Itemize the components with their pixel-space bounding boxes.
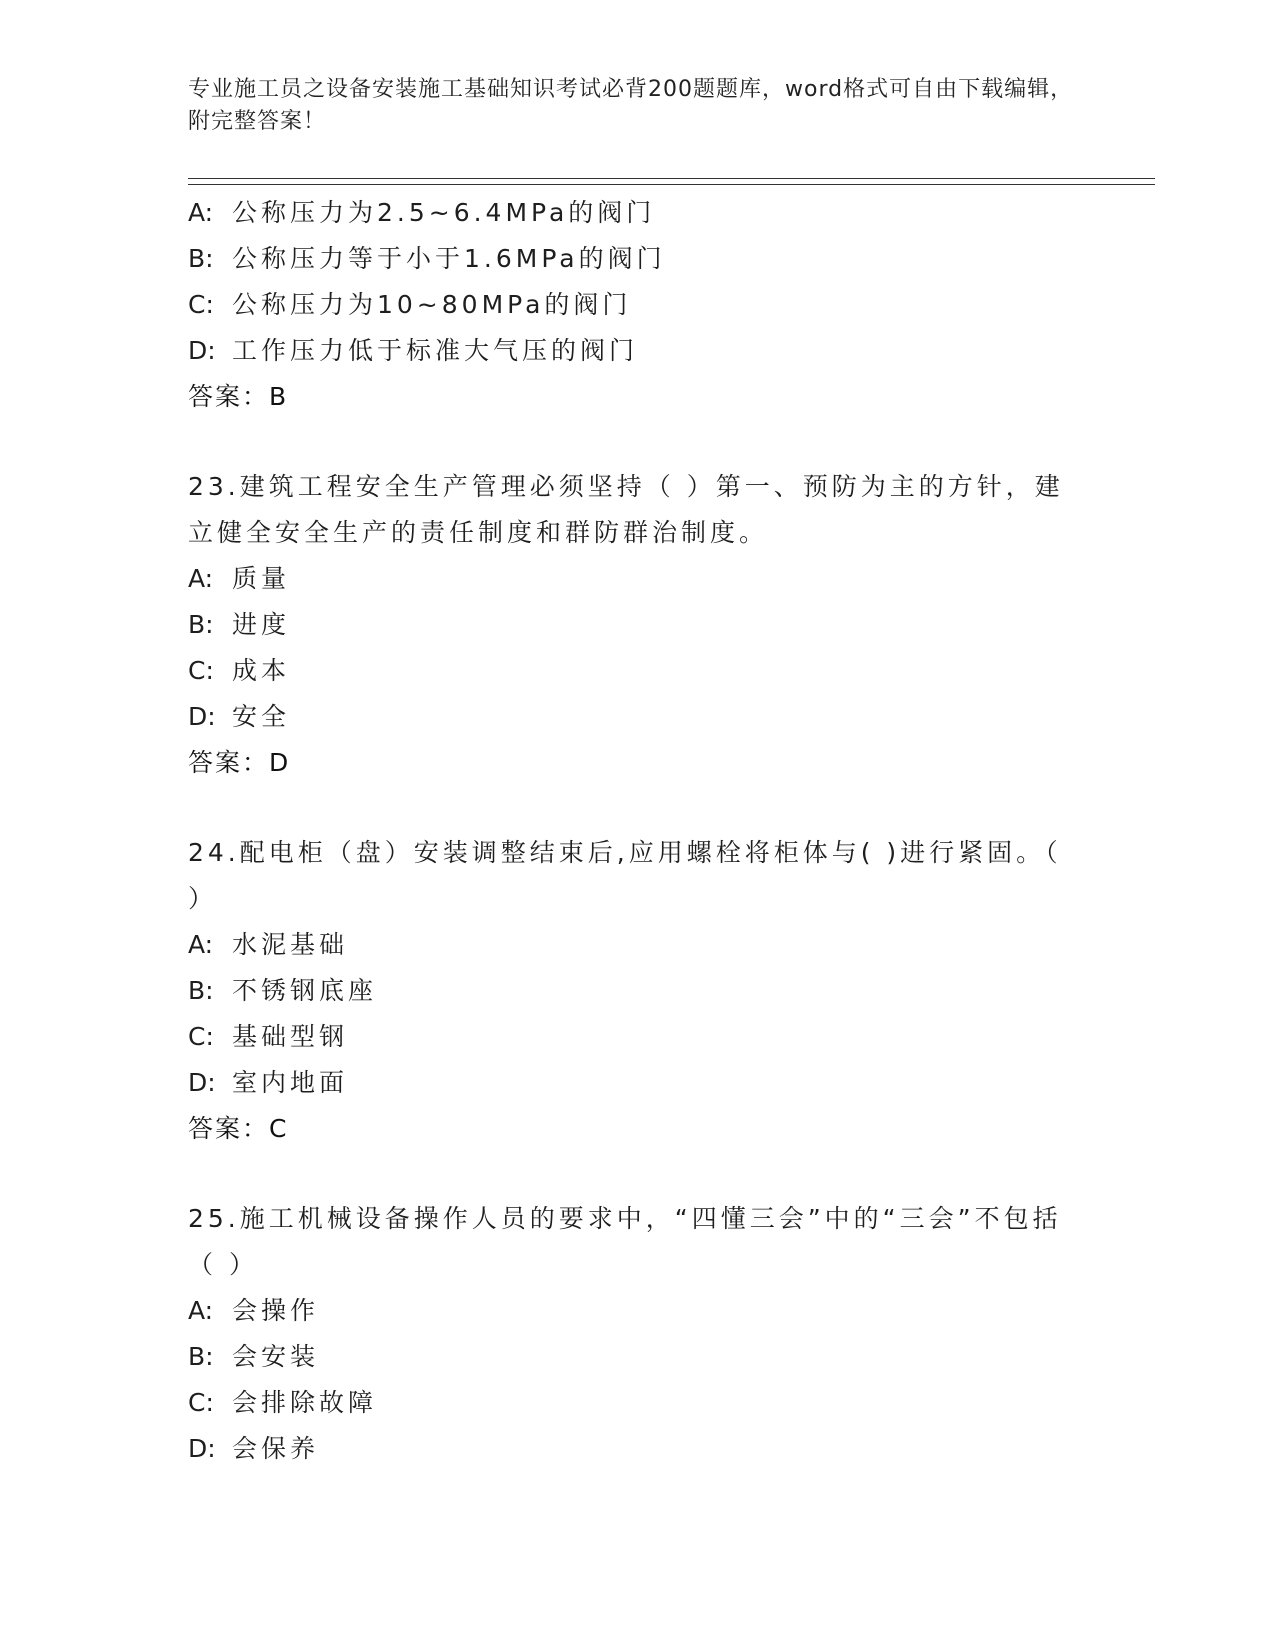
document-header: 专业施工员之设备安装施工基础知识考试必背200题题库，word格式可自由下载编辑，附完整答案！ bbox=[188, 77, 1074, 134]
option-text: 室内地面 bbox=[232, 1068, 349, 1097]
option-letter: B: bbox=[188, 244, 214, 273]
option-c bbox=[188, 1380, 1088, 1426]
option-d bbox=[188, 694, 1088, 740]
option-text: 质量 bbox=[232, 564, 291, 593]
option-letter: D: bbox=[188, 336, 216, 365]
option-text: 会保养 bbox=[232, 1434, 320, 1463]
option-letter: C: bbox=[188, 1022, 214, 1051]
option-text: 会安装 bbox=[232, 1342, 320, 1371]
question-list bbox=[188, 190, 1088, 1472]
option-d bbox=[188, 328, 1088, 374]
option-letter: C: bbox=[188, 656, 214, 685]
option-text: 公称压力等于小于1.6MPa的阀门 bbox=[232, 244, 666, 273]
question-23 bbox=[188, 464, 1088, 786]
option-c bbox=[188, 1014, 1088, 1060]
option-a bbox=[188, 1288, 1088, 1334]
option-letter: B: bbox=[188, 610, 214, 639]
question-stem: 25.施工机械设备操作人员的要求中，“四懂三会”中的“三会”不包括（ ） bbox=[188, 1204, 1062, 1279]
option-letter: C: bbox=[188, 290, 214, 319]
option-text: 安全 bbox=[232, 702, 291, 731]
option-text: 不锈钢底座 bbox=[232, 976, 378, 1005]
option-b bbox=[188, 968, 1088, 1014]
option-letter: B: bbox=[188, 1342, 214, 1371]
question-22 bbox=[188, 190, 1088, 420]
question-25 bbox=[188, 1196, 1088, 1472]
question-stem: 23.建筑工程安全生产管理必须坚持（ ）第一、预防为主的方针，建立健全安全生产的责任制度和群防群治制度。 bbox=[188, 472, 1064, 547]
option-letter: D: bbox=[188, 702, 216, 731]
option-a bbox=[188, 190, 1088, 236]
header-divider bbox=[188, 178, 1155, 185]
option-d bbox=[188, 1060, 1088, 1106]
option-text: 会排除故障 bbox=[232, 1388, 378, 1417]
option-c bbox=[188, 282, 1088, 328]
option-letter: A: bbox=[188, 1296, 214, 1325]
question-stem: 24.配电柜（盘）安装调整结束后,应用螺栓将柜体与( )进行紧固。（ ） bbox=[188, 838, 1062, 913]
option-letter: C: bbox=[188, 1388, 214, 1417]
option-d bbox=[188, 1426, 1088, 1472]
question-24 bbox=[188, 830, 1088, 1152]
option-a bbox=[188, 922, 1088, 968]
option-b bbox=[188, 1334, 1088, 1380]
option-letter: D: bbox=[188, 1068, 216, 1097]
option-letter: B: bbox=[188, 976, 214, 1005]
answer-line: 答案：D bbox=[188, 748, 291, 777]
option-text: 会操作 bbox=[232, 1296, 320, 1325]
option-text: 公称压力为10~80MPa的阀门 bbox=[232, 290, 632, 319]
option-c bbox=[188, 648, 1088, 694]
answer-line: 答案：C bbox=[188, 1114, 289, 1143]
option-b bbox=[188, 236, 1088, 282]
option-text: 进度 bbox=[232, 610, 291, 639]
option-b bbox=[188, 602, 1088, 648]
option-text: 水泥基础 bbox=[232, 930, 349, 959]
option-text: 成本 bbox=[232, 656, 291, 685]
option-a bbox=[188, 556, 1088, 602]
option-letter: A: bbox=[188, 198, 214, 227]
option-text: 基础型钢 bbox=[232, 1022, 349, 1051]
option-text: 工作压力低于标准大气压的阀门 bbox=[232, 336, 639, 365]
option-letter: D: bbox=[188, 1434, 216, 1463]
answer-line: 答案：B bbox=[188, 382, 289, 411]
option-text: 公称压力为2.5~6.4MPa的阀门 bbox=[232, 198, 656, 227]
option-letter: A: bbox=[188, 564, 214, 593]
option-letter: A: bbox=[188, 930, 214, 959]
